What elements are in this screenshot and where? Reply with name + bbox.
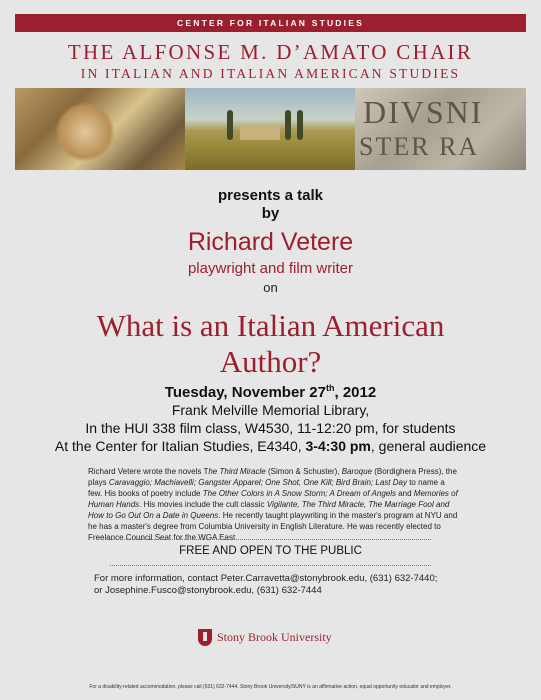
divider-top [110, 539, 431, 540]
center-label-bar [15, 14, 526, 32]
inscription-text-1: DIVSNI [363, 94, 484, 130]
landscape-photo [185, 88, 355, 170]
event-date: Tuesday, November 27th, 2012 [164, 383, 377, 401]
talk-title-line1: What is an Italian American [96, 308, 445, 343]
chair-title: THE ALFONSE M. D’AMATO CHAIR [67, 40, 474, 64]
inscription-text-2: STER RA [359, 132, 480, 161]
chair-subtitle: IN ITALIAN AND ITALIAN AMERICAN STUDIES [80, 66, 461, 81]
venue: Frank Melville Memorial Library, [171, 402, 370, 418]
divider-bottom [110, 565, 431, 566]
photo-strip [15, 88, 526, 170]
session-students: In the HUI 338 film class, W4530, 11-12:20 pm, for students [85, 420, 456, 436]
speaker-role: playwright and film writer [187, 260, 354, 277]
speaker-name: Richard Vetere [187, 228, 354, 256]
logo-text: Stony Brook University [217, 629, 332, 644]
contact-line-1: For more information, contact Peter.Carravetta@stonybrook.edu, (631) 632-7440; [94, 573, 438, 584]
free-admission: FREE AND OPEN TO THE PUBLIC [179, 545, 362, 557]
contact-line-2: or Josephine.Fusco@stonybrook.edu, (631) 632-7444 [94, 585, 322, 596]
shield-icon [198, 629, 212, 646]
on-text: on [263, 280, 278, 295]
center-label: CENTER FOR ITALIAN STUDIES [177, 18, 364, 28]
footer-notice: For a disability-related accommodation, please call (631) 632-7444. Stony Brook University/SUNY is an affirmative action, equal opportunity educator and employer. [89, 684, 452, 690]
inscription-photo [355, 88, 526, 170]
presents-text: presents a talk [217, 187, 324, 204]
fresco-photo [15, 88, 185, 170]
stony-brook-logo [198, 628, 348, 646]
session-general: At the Center for Italian Studies, E4340, 3-4:30 pm, general audience [54, 438, 487, 454]
by-text: by [261, 205, 280, 222]
bio-paragraph: Richard Vetere wrote the novels The Third Miracle (Simon & Schuster), Baroque (Bordighera Press), the plays Caravaggio; Machiavelli; Gangster Apparel; One Shot, One Kill; Bird Brain; Last Day to name a few. His books of poetry include The Other Colors in A Snow Storm; A Dream of Angels and Memories of Human Hands. His movies include the cult classic Vigilante, The Third Miracle, The Marriage Fool and How to Go Out On a Date in Queens. He recently taught playwriting in the master's program at NYU and he has a master's degree from Columbia University in English Literature. He was recently elected to Freelance Council Seat for the WGA East. [88, 467, 458, 542]
talk-title-line2: Author? [219, 344, 322, 379]
talk-title [0, 308, 541, 380]
